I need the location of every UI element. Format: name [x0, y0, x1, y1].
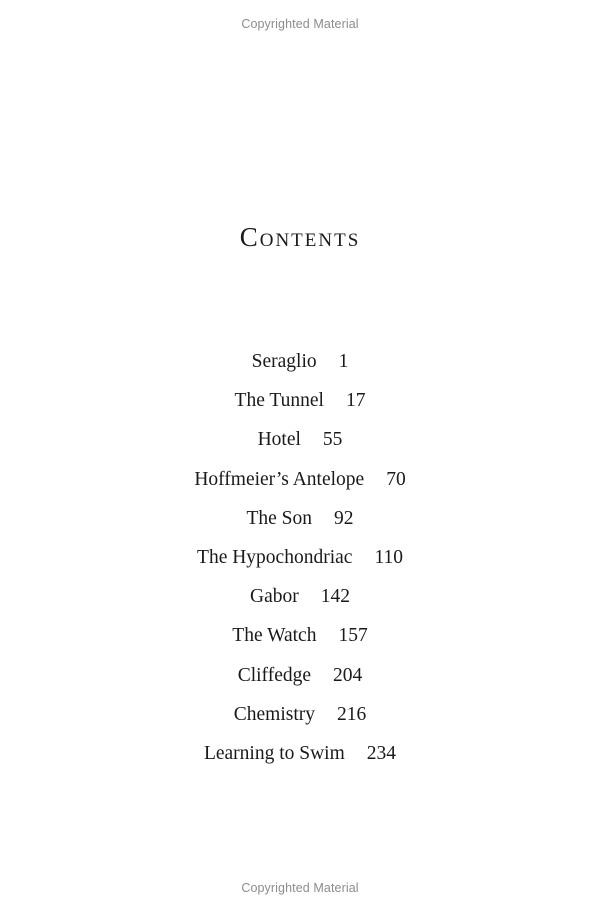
copyright-watermark-top: Copyrighted Material [241, 17, 359, 31]
toc-entry [0, 656, 600, 695]
toc-entry [0, 538, 600, 577]
toc-entry-page: 1 [338, 351, 349, 372]
toc-entry-page: 234 [366, 742, 397, 764]
toc-entry-title: The Watch [232, 625, 317, 647]
toc-entry-page: 92 [334, 507, 354, 529]
copyright-watermark-bottom: Copyrighted Material [241, 881, 359, 895]
toc-entry-page: 157 [338, 625, 368, 647]
toc-entry-page: 110 [374, 546, 403, 568]
toc-entry [0, 734, 600, 773]
toc-entry-title: Seraglio [251, 351, 317, 372]
toc-entry-page: 55 [322, 429, 343, 451]
toc-entry-page: 17 [345, 390, 366, 412]
toc-entry-page: 204 [333, 664, 363, 686]
toc-entry-page: 142 [320, 586, 350, 608]
contents-heading: Contents [239, 222, 361, 252]
toc-entry [0, 499, 600, 538]
toc-entry-title: Hoffmeier’s Antelope [194, 468, 365, 490]
toc-entry-title: Chemistry [233, 703, 315, 725]
toc-entry-title: The Hypochondriac [197, 546, 353, 568]
toc-entry-title: The Son [246, 507, 313, 529]
toc-entry-title: Learning to Swim [203, 742, 345, 764]
toc-entry [0, 420, 600, 459]
toc-entry-title: Hotel [257, 429, 301, 451]
table-of-contents [0, 342, 600, 773]
toc-entry-title: Cliffedge [237, 664, 312, 686]
toc-entry-page: 216 [337, 703, 367, 725]
toc-entry [0, 381, 600, 420]
toc-entry-page: 70 [386, 468, 406, 490]
toc-entry-title: The Tunnel [234, 390, 324, 412]
toc-entry [0, 695, 600, 734]
toc-entry [0, 616, 600, 655]
toc-entry [0, 577, 600, 616]
toc-entry [0, 460, 600, 499]
toc-entry-title: Gabor [250, 586, 299, 608]
toc-entry [0, 342, 600, 381]
